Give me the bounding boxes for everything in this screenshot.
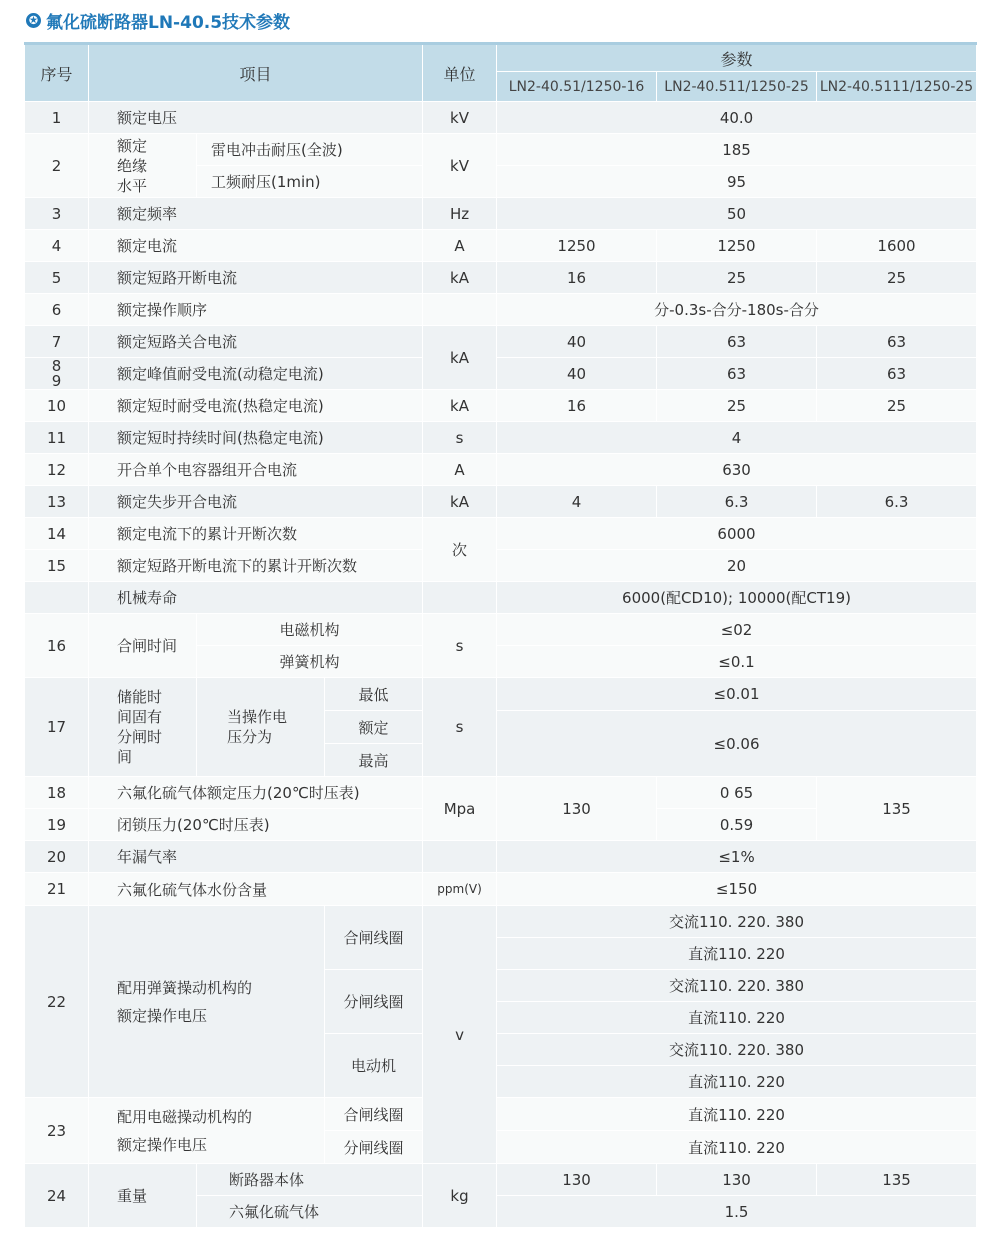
row-21-unit: ppm(V)	[423, 873, 497, 906]
row-12-unit: A	[423, 454, 497, 486]
row-11-unit: s	[423, 422, 497, 454]
row-3-no: 3	[25, 198, 89, 230]
row-5-value-2: 25	[657, 262, 817, 294]
row-6-item: 额定操作顺序	[89, 294, 423, 326]
row-1-value: 40.0	[497, 102, 977, 134]
row-22-item: 配用弹簧操动机构的额定操作电压	[89, 906, 325, 1098]
row-7-8-unit: kA	[423, 326, 497, 390]
row-20-value: ≤1%	[497, 841, 977, 873]
row-24-sub-2: 六氟化硫气体	[197, 1196, 423, 1228]
row-11-no: 11	[25, 422, 89, 454]
star-badge-icon: ✪	[26, 13, 41, 28]
row-22-motor-ac: 交流110. 220. 380	[497, 1034, 977, 1066]
row-24-value-gas: 1.5	[497, 1196, 977, 1228]
row-10-value-3: 25	[817, 390, 977, 422]
row-19-no: 19	[25, 809, 89, 841]
row-16-unit: s	[423, 614, 497, 678]
row-18-item: 六氟化硫气体额定压力(20℃时压表)	[89, 777, 423, 809]
row-3-value: 50	[497, 198, 977, 230]
row-4-value-2: 1250	[657, 230, 817, 262]
row-5-unit: kA	[423, 262, 497, 294]
row-22-open-ac: 交流110. 220. 380	[497, 970, 977, 1002]
row-14-no: 14	[25, 518, 89, 550]
row-11-value: 4	[497, 422, 977, 454]
row-7-value-3: 63	[817, 326, 977, 358]
row-23-no: 23	[25, 1098, 89, 1164]
row-24-unit: kg	[423, 1164, 497, 1228]
row-13-value-2: 6.3	[657, 486, 817, 518]
row-11-item: 额定短时持续时间(热稳定电流)	[89, 422, 423, 454]
row-22-close-dc: 直流110. 220	[497, 938, 977, 970]
row-7-item: 额定短路关合电流	[89, 326, 423, 358]
row-18-no: 18	[25, 777, 89, 809]
row-18-19-unit: Mpa	[423, 777, 497, 841]
row-2-sub-2: 工频耐压(1min)	[197, 166, 423, 198]
row-mech-item: 机械寿命	[89, 582, 423, 614]
row-17-value-1: ≤0.01	[497, 678, 977, 711]
row-24-value-3: 135	[817, 1164, 977, 1196]
row-24-value-2: 130	[657, 1164, 817, 1196]
header-unit: 单位	[423, 44, 497, 102]
row-24-sub-1: 断路器本体	[197, 1164, 423, 1196]
row-16-value-1: ≤02	[497, 614, 977, 646]
row-2-no: 2	[25, 134, 89, 198]
row-3-unit: Hz	[423, 198, 497, 230]
row-1-no: 1	[25, 102, 89, 134]
row-8-value-2: 63	[657, 358, 817, 390]
row-21-value: ≤150	[497, 873, 977, 906]
row-mech-value: 6000(配CD10); 10000(配CT19)	[497, 582, 977, 614]
row-18-19-value-3: 135	[817, 777, 977, 841]
row-4-unit: A	[423, 230, 497, 262]
row-20-item: 年漏气率	[89, 841, 423, 873]
row-8-no-b: 9	[51, 371, 62, 390]
row-16-sub-2: 弹簧机构	[197, 646, 423, 678]
header-item: 项目	[89, 44, 423, 102]
row-17-unit: s	[423, 678, 497, 777]
row-17-sub-2: 额定	[325, 711, 423, 744]
row-24-item: 重量	[89, 1164, 197, 1228]
row-12-item: 开合单个电容器组开合电流	[89, 454, 423, 486]
row-10-unit: kA	[423, 390, 497, 422]
row-6-value: 分-0.3s-合分-180s-合分	[497, 294, 977, 326]
row-6-unit	[423, 294, 497, 326]
row-8-no	[25, 358, 89, 390]
row-16-sub-1: 电磁机构	[197, 614, 423, 646]
row-20-no: 20	[25, 841, 89, 873]
row-2-unit: kV	[423, 134, 497, 198]
row-7-value-2: 63	[657, 326, 817, 358]
row-22-motor-dc: 直流110. 220	[497, 1066, 977, 1098]
row-17-sub-1: 最低	[325, 678, 423, 711]
row-10-item: 额定短时耐受电流(热稳定电流)	[89, 390, 423, 422]
row-6-no: 6	[25, 294, 89, 326]
row-24-value-1: 130	[497, 1164, 657, 1196]
row-23-open-dc: 直流110. 220	[497, 1131, 977, 1164]
row-5-no: 5	[25, 262, 89, 294]
row-13-item: 额定失步开合电流	[89, 486, 423, 518]
row-mech-unit	[423, 582, 497, 614]
header-model-2: LN2-40.511/1250-25	[657, 72, 817, 102]
row-16-no: 16	[25, 614, 89, 678]
row-23-coil-open: 分闸线圈	[325, 1131, 423, 1164]
row-16-value-2: ≤0.1	[497, 646, 977, 678]
row-5-value-1: 16	[497, 262, 657, 294]
row-2-sub-1: 雷电冲击耐压(全波)	[197, 134, 423, 166]
row-8-value-3: 63	[817, 358, 977, 390]
row-15-item: 额定短路开断电流下的累计开断次数	[89, 550, 423, 582]
spec-table	[24, 42, 977, 1228]
row-15-no: 15	[25, 550, 89, 582]
row-13-value-3: 6.3	[817, 486, 977, 518]
row-20-unit	[423, 841, 497, 873]
row-22-open-dc: 直流110. 220	[497, 1002, 977, 1034]
row-1-unit: kV	[423, 102, 497, 134]
row-16-item: 合闸时间	[89, 614, 197, 678]
page-title	[26, 8, 290, 32]
row-22-motor: 电动机	[325, 1034, 423, 1098]
header-seq: 序号	[25, 44, 89, 102]
row-17-item: 储能时间固有分闸时间	[89, 678, 197, 777]
row-21-no: 21	[25, 873, 89, 906]
row-13-no: 13	[25, 486, 89, 518]
row-7-value-1: 40	[497, 326, 657, 358]
row-17-no: 17	[25, 678, 89, 777]
row-13-value-1: 4	[497, 486, 657, 518]
row-4-value-3: 1600	[817, 230, 977, 262]
row-3-item: 额定频率	[89, 198, 423, 230]
row-4-value-1: 1250	[497, 230, 657, 262]
row-1-item: 额定电压	[89, 102, 423, 134]
row-14-15-unit: 次	[423, 518, 497, 582]
row-23-coil-close: 合闸线圈	[325, 1098, 423, 1131]
row-2-value-2: 95	[497, 166, 977, 198]
row-2-value-1: 185	[497, 134, 977, 166]
row-2-item: 额定绝缘水平	[89, 134, 197, 198]
row-17-mid: 当操作电压分为	[197, 678, 325, 777]
row-4-no: 4	[25, 230, 89, 262]
row-mech-no	[25, 582, 89, 614]
header-model-3: LN2-40.5111/1250-25	[817, 72, 977, 102]
row-17-value-2: ≤0.06	[497, 711, 977, 777]
row-18-value-2: 0 65	[657, 777, 817, 809]
row-18-19-value-1: 130	[497, 777, 657, 841]
row-5-item: 额定短路开断电流	[89, 262, 423, 294]
row-22-no: 22	[25, 906, 89, 1098]
header-params: 参数	[497, 44, 977, 72]
row-22-coil-close: 合闸线圈	[325, 906, 423, 970]
row-8-no-a: 8	[51, 357, 62, 375]
row-10-value-1: 16	[497, 390, 657, 422]
row-14-value: 6000	[497, 518, 977, 550]
header-model-1: LN2-40.51/1250-16	[497, 72, 657, 102]
row-5-value-3: 25	[817, 262, 977, 294]
row-7-no: 7	[25, 326, 89, 358]
row-22-close-ac: 交流110. 220. 380	[497, 906, 977, 938]
row-22-23-unit: v	[423, 906, 497, 1164]
row-14-item: 额定电流下的累计开断次数	[89, 518, 423, 550]
row-8-value-1: 40	[497, 358, 657, 390]
row-19-item: 闭锁压力(20℃时压表)	[89, 809, 423, 841]
row-23-close-dc: 直流110. 220	[497, 1098, 977, 1131]
row-10-no: 10	[25, 390, 89, 422]
row-19-value-2: 0.59	[657, 809, 817, 841]
row-12-value: 630	[497, 454, 977, 486]
row-17-sub-3: 最高	[325, 744, 423, 777]
row-15-value: 20	[497, 550, 977, 582]
row-10-value-2: 25	[657, 390, 817, 422]
page-title-text: 氟化硫断路器LN-40.5技术参数	[46, 12, 291, 33]
row-21-item: 六氟化硫气体水份含量	[89, 873, 423, 906]
row-24-no: 24	[25, 1164, 89, 1228]
row-23-item: 配用电磁操动机构的额定操作电压	[89, 1098, 325, 1164]
row-13-unit: kA	[423, 486, 497, 518]
row-4-item: 额定电流	[89, 230, 423, 262]
row-22-coil-open: 分闸线圈	[325, 970, 423, 1034]
row-12-no: 12	[25, 454, 89, 486]
row-8-item: 额定峰值耐受电流(动稳定电流)	[89, 358, 423, 390]
